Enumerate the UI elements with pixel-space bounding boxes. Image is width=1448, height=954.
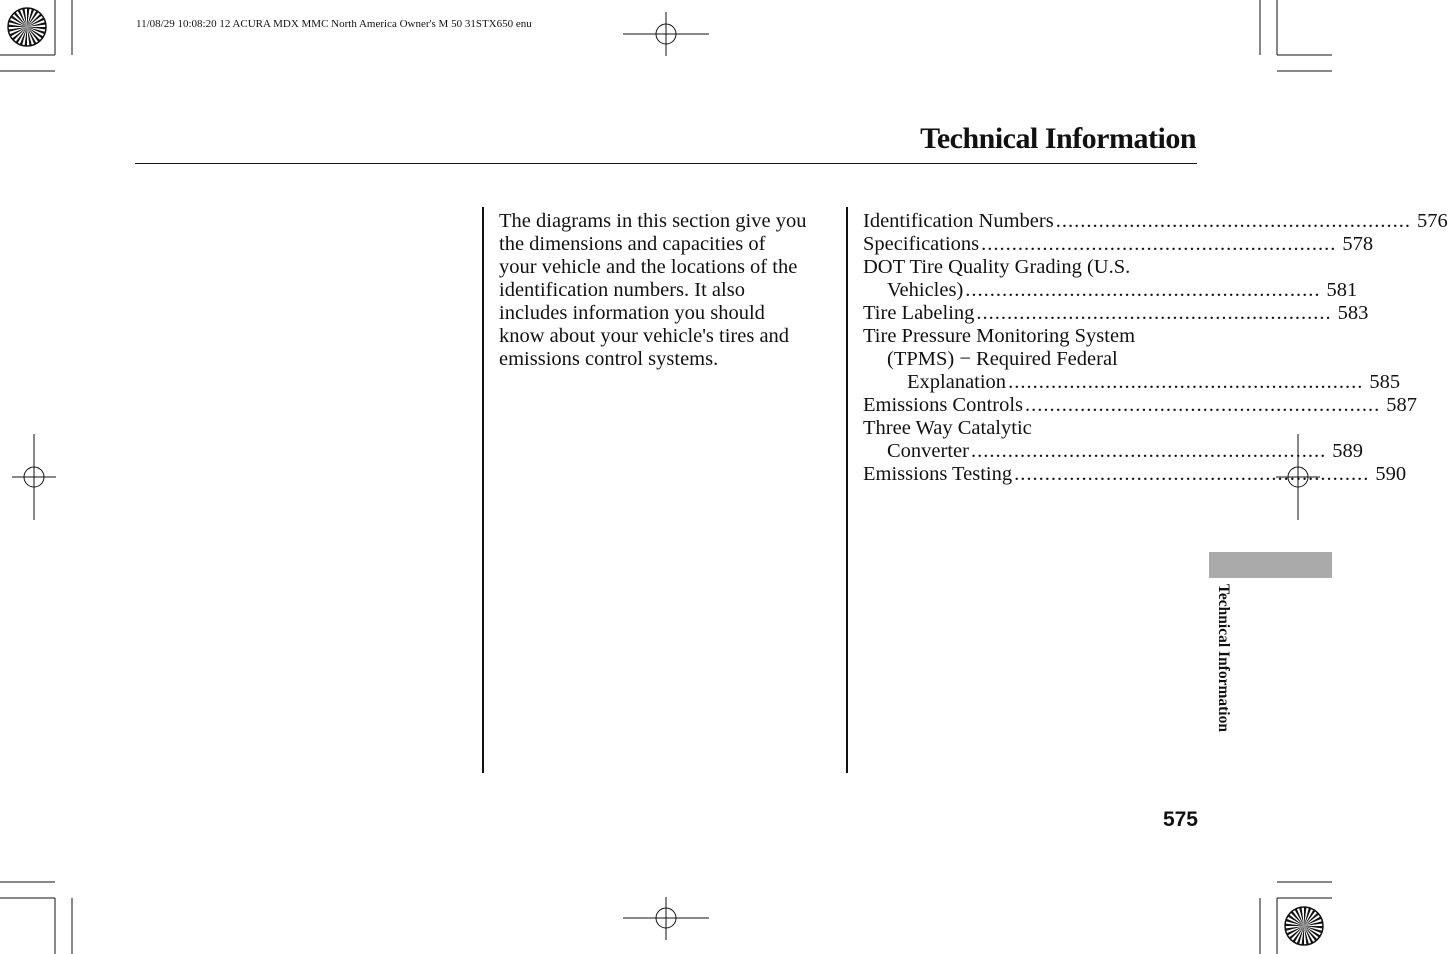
table-of-contents [863,210,1448,486]
registration-mark-icon [1285,907,1323,945]
toc-page-number: 587 [1386,394,1418,416]
toc-entry-label: Tire Pressure Monitoring System [863,325,1136,347]
intro-line: identification numbers. It also [499,279,745,301]
toc-page-number: 589 [1332,440,1363,462]
column-divider [482,207,484,773]
toc-entry-tpms[interactable]: Tire Pressure Monitoring System (TPMS) − Required Federal Explanation .......................................................... 585 [863,325,1401,393]
intro-line: emissions control systems. [499,348,719,370]
toc-entry-label: Three Way Catalytic [863,417,1032,439]
toc-entry-emissions-controls[interactable]: Emissions Controls .......................................................... 587 [863,394,1418,416]
page-number: 575 [1162,808,1198,831]
toc-entry-identification-numbers[interactable]: Identification Numbers .......................................................... 576 [863,210,1448,232]
toc-entry-label: Converter [887,440,969,462]
toc-entry-specifications[interactable]: Specifications .......................................................... 578 [863,233,1374,255]
toc-entry-label: DOT Tire Quality Grading (U.S. [863,256,1131,278]
toc-entry-tire-labeling[interactable]: Tire Labeling .......................................................... 583 [863,302,1369,324]
crop-mark-icon [1260,0,1332,71]
toc-entry-label: Tire Labeling [863,302,975,324]
toc-entry-label: Explanation [907,371,1007,393]
toc-entry-emissions-testing[interactable]: Emissions Testing .......................................................... 590 [863,463,1407,485]
toc-entry-label: Specifications [863,233,980,255]
side-tab-text: Technical Information [1215,584,1232,732]
page-title: Technical Information [920,122,1196,155]
toc-page-number: 585 [1369,371,1401,393]
toc-entry-label: Identification Numbers [863,210,1054,232]
intro-line: your vehicle and the locations of the [499,256,798,278]
toc-page-number: 590 [1375,463,1407,485]
toc-entry-label: Emissions Testing [863,463,1013,485]
toc-page-number: 581 [1326,279,1358,301]
toc-entry-dot-tire-quality-grading[interactable]: DOT Tire Quality Grading (U.S. Vehicles) .......................................................... 581 [863,256,1358,301]
toc-entry-label: (TPMS) − Required Federal [887,348,1118,370]
crosshair-icon [12,434,56,520]
toc-page-number: 576 [1416,210,1448,232]
intro-line: the dimensions and capacities of [499,233,766,255]
section-thumb-tab[interactable] [1209,552,1332,578]
toc-page-number: 578 [1342,233,1374,255]
registration-mark-icon [8,8,46,46]
print-header: 11/08/29 10:08:20 12 ACURA MDX MMC North America Owner's M 50 31STX650 enu [136,18,532,30]
crosshair-icon [623,12,709,56]
crosshair-icon [623,897,709,940]
toc-entry-label: Vehicles) [887,279,964,301]
toc-entry-three-way-catalytic-converter[interactable]: Three Way Catalytic Converter .......................................................... 589 [863,417,1363,462]
title-divider [135,163,1197,164]
intro-line: know about your vehicle's tires and [499,325,790,347]
section-thumb-label [1206,584,1236,774]
section-intro [499,210,839,371]
toc-entry-label: Emissions Controls [863,394,1024,416]
crop-mark-icon [0,882,72,954]
intro-line: includes information you should [499,302,765,324]
column-divider [846,207,848,773]
toc-page-number: 583 [1337,302,1369,324]
intro-line: The diagrams in this section give you [499,210,807,232]
